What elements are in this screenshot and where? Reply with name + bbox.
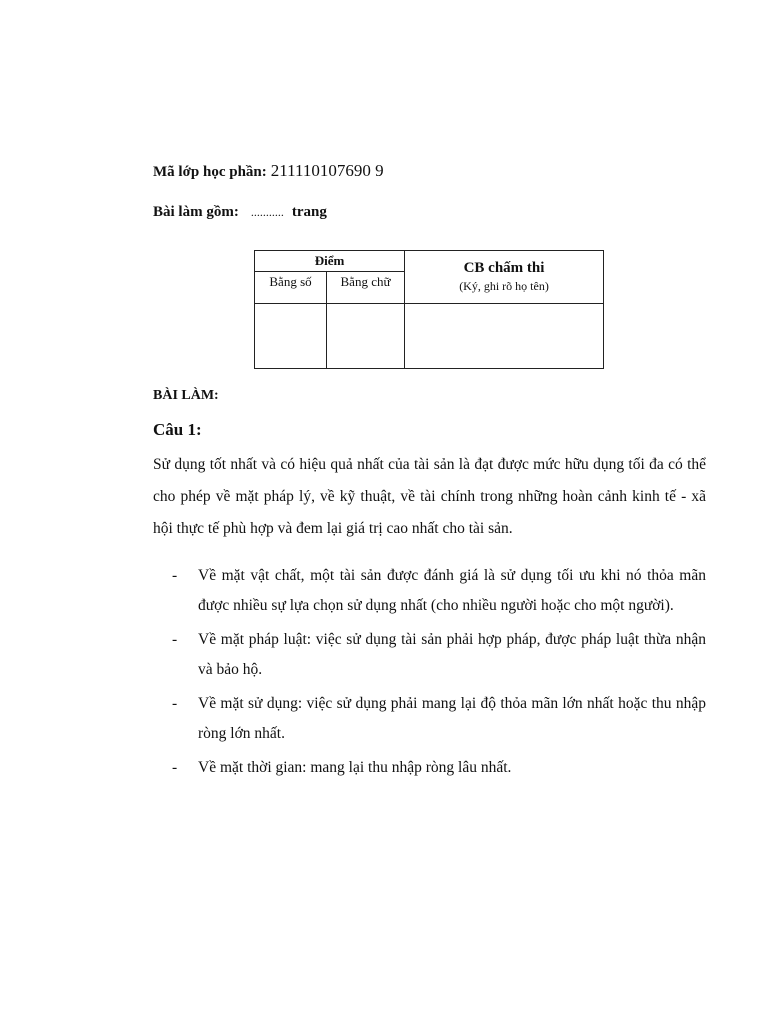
list-item xyxy=(172,689,706,749)
bullet-marker: - xyxy=(172,567,178,584)
bullet-marker: - xyxy=(172,631,178,648)
score-by-number-header: Bằng số xyxy=(255,272,327,304)
pages-line xyxy=(153,203,327,221)
intro-paragraph: Sử dụng tốt nhất và có hiệu quả nhất của tài sản là đạt được mức hữu dụng tối đa có thể cho phép về mặt pháp lý, về kỹ thuật, về tài chính trong những hoàn cảnh kinh tế - xã hội thực tế phù hợp và đem lại giá trị cao nhất cho tài sản. xyxy=(153,456,706,537)
score-table xyxy=(254,250,604,369)
bullet-text: Về mặt sử dụng: việc sử dụng phải mang lại độ thỏa mãn lớn nhất hoặc thu nhập ròng lớn nhất. xyxy=(198,695,706,742)
course-code-label: Mã lớp học phần: xyxy=(153,164,267,180)
score-by-number-cell xyxy=(255,304,327,369)
bullet-text: Về mặt thời gian: mang lại thu nhập ròng lâu nhất. xyxy=(198,759,512,776)
list-item xyxy=(172,625,706,685)
score-header: Điểm xyxy=(255,251,405,272)
course-code-value: 211110107690 9 xyxy=(270,161,384,180)
bullet-list xyxy=(172,561,706,787)
list-item xyxy=(172,753,706,783)
examiner-header-cell xyxy=(405,251,604,304)
bullet-marker: - xyxy=(172,759,178,776)
bullet-marker: - xyxy=(172,695,178,712)
bullet-text: Về mặt pháp luật: việc sử dụng tài sản phải hợp pháp, được pháp luật thừa nhận và bảo hộ. xyxy=(198,631,706,678)
list-item xyxy=(172,561,706,621)
examiner-title: CB chấm thi xyxy=(463,260,545,276)
examiner-signature-cell xyxy=(405,304,604,369)
work-heading: BÀI LÀM: xyxy=(153,388,219,403)
bullet-text: Về mặt vật chất, một tài sản được đánh giá là sử dụng tối ưu khi nó thỏa mãn được nhiều sự lựa chọn sử dụng nhất (cho nhiều người hoặc cho một người). xyxy=(198,567,706,614)
score-by-words-cell xyxy=(327,304,405,369)
examiner-note: (Ký, ghi rõ họ tên) xyxy=(459,279,549,293)
course-code-line xyxy=(153,161,384,181)
question-heading: Câu 1: xyxy=(153,420,202,439)
pages-word: trang xyxy=(291,204,327,220)
score-by-words-header: Bằng chữ xyxy=(327,272,405,304)
pages-count-blank: ........... xyxy=(250,205,284,219)
pages-label: Bài làm gồm: xyxy=(153,204,239,220)
